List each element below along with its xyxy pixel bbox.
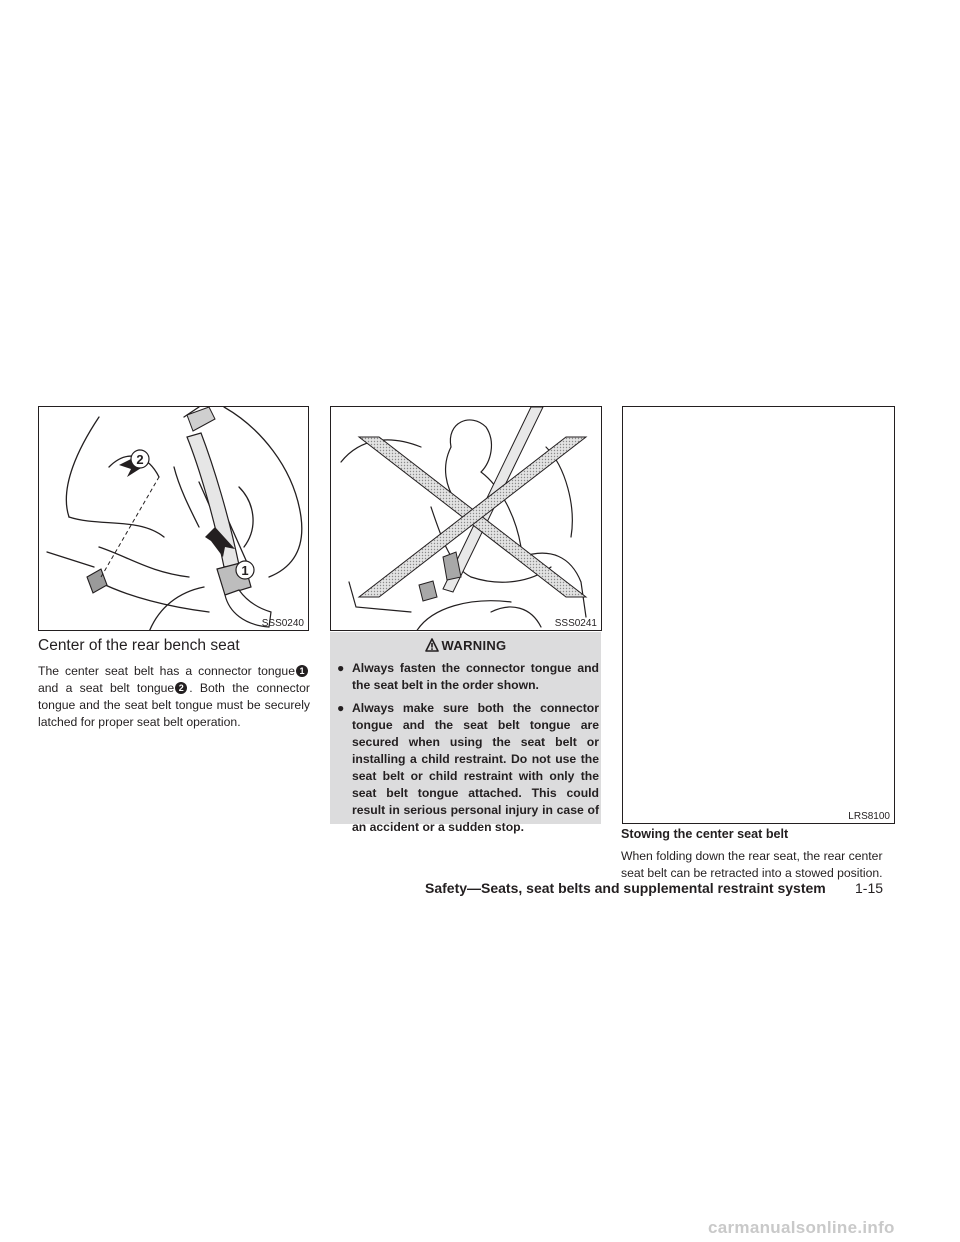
para-text-1: The center seat belt has a connector tongue — [38, 664, 295, 678]
number-2-icon: 2 — [175, 682, 187, 694]
callout-2: 2 — [136, 452, 144, 467]
warning-heading — [330, 638, 601, 653]
section-paragraph — [38, 663, 310, 731]
stowing-heading: Stowing the center seat belt — [621, 827, 789, 841]
number-1-icon: 1 — [296, 665, 308, 677]
para-text-3: . Both the connector tongue and the seat belt tongue must be securely latched for proper seat belt operation. — [38, 681, 310, 729]
stowing-paragraph: When folding down the rear seat, the rear center seat belt can be retracted into a stowed position. — [621, 849, 883, 880]
figure-code: SSS0241 — [554, 618, 597, 629]
warning-icon — [425, 638, 439, 652]
warning-item: ● Always make sure both the connector tongue and the seat belt tongue are secured when using the seat belt or installing a child restraint. Do not use the seat belt or child restraint with only the seat belt tongue attached. This could result in serious personal injury in case of an accident or a sudden stop. — [337, 701, 599, 834]
warning-item: ● Always fasten the connector tongue and the seat belt in the order shown. — [337, 661, 599, 692]
bullet-icon: ● — [337, 701, 345, 715]
warning-title: WARNING — [441, 638, 507, 653]
figure-incorrect-usage — [330, 406, 602, 631]
page-number: 1-15 — [855, 880, 884, 896]
incorrect-belt-illustration — [331, 407, 602, 631]
para-text-2: and a seat belt tongue — [38, 681, 175, 695]
bullet-icon: ● — [337, 661, 345, 675]
callout-1: 1 — [241, 563, 249, 578]
figure-code: SSS0240 — [261, 618, 304, 629]
warning-list — [336, 660, 599, 842]
footer-section-title: Safety—Seats, seat belts and supplemental restraint system — [425, 880, 826, 896]
section-heading: Center of the rear bench seat — [38, 637, 240, 654]
watermark: carmanualsonline.info — [708, 1218, 895, 1237]
belt-illustration — [39, 407, 309, 631]
figure-connector-tongue — [38, 406, 309, 631]
figure-stowed-belt — [622, 406, 895, 824]
figure-code: LRS8100 — [848, 811, 890, 822]
warning-box — [330, 632, 601, 834]
